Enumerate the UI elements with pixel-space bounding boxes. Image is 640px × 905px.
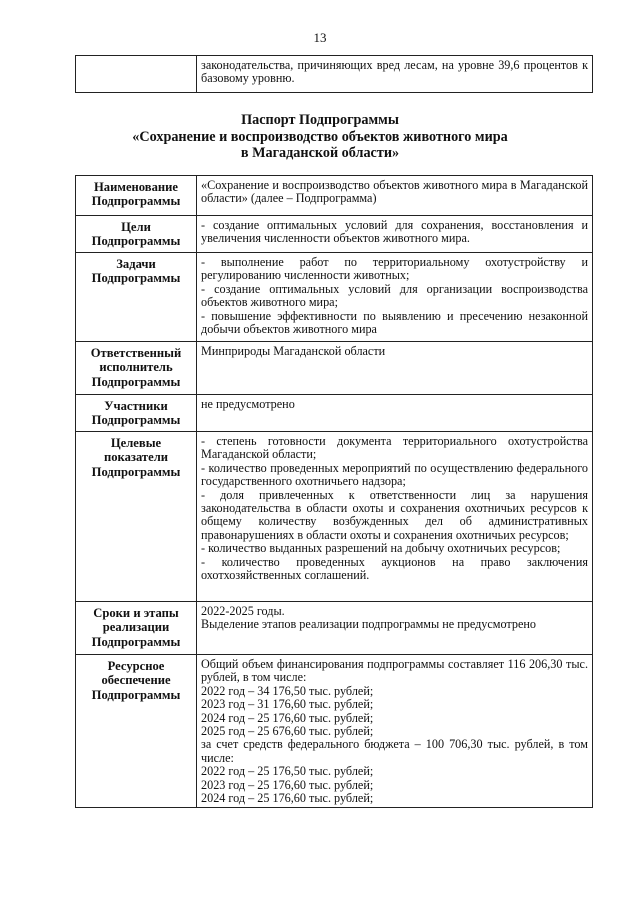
title-line-3: в Магаданской области» [240,145,400,161]
continuation-table [75,55,593,93]
label-name: Наименование Подпрограммы [76,176,197,216]
passport-table [75,175,593,808]
title-line-2: «Сохранение и воспроизводство объектов животного мира [132,128,508,145]
label-goals: Цели Подпрограммы [76,216,197,253]
resource-item: 2025 год – 25 676,60 тыс. рублей; [201,724,374,739]
value-responsible: Минприроды Магаданской области [197,342,593,395]
row-responsible [76,342,593,395]
resource-item: за счет средств федерального бюджета – 100 706,30 тыс. рублей, в том числе: [201,737,588,765]
indicator-item: - количество проведенных аукционов на право заключения охотхозяйственных соглашений. [201,554,588,583]
terms-item: Выделение этапов реализации подпрограммы не предусмотрено [201,617,537,632]
resource-item: 2024 год – 25 176,60 тыс. рублей; [201,791,374,806]
resource-item: 2023 год – 25 176,60 тыс. рублей; [201,777,374,792]
row-resources [76,655,593,808]
label-resources: Ресурсное обеспечение Подпрограммы [76,655,197,808]
resource-item: 2024 год – 25 176,60 тыс. рублей; [201,710,374,725]
terms-item: 2022-2025 годы. [201,604,285,618]
indicator-item: - количество выданных разрешений на добычу охотничьих ресурсов; [201,541,561,556]
continuation-label-cell [76,56,197,93]
value-participants: не предусмотрено [197,395,593,432]
row-goals [76,216,593,253]
row-name [76,176,593,216]
label-terms: Сроки и этапы реализации Подпрограммы [76,602,197,655]
value-indicators [197,432,593,602]
indicator-item: - доля привлеченных к ответственности лиц за нарушения законодательства в области охоты и сохранения охотничьих ресурсов к общему количеству возбужденных дел об административных правонарушениях в области охоты и сохранения охотничьих ресурсов; [201,487,588,542]
task-item: - повышение эффективности по выявлению и пресечению незаконной добычи объектов животного мира [201,308,588,337]
passport-title [0,112,640,162]
row-indicators [76,432,593,602]
resource-item: 2023 год – 31 176,60 тыс. рублей; [201,697,374,712]
continuation-text: законодательства, причиняющих вред лесам, на уровне 39,6 процентов к базовому уровню. [197,56,593,93]
label-participants: Участники Подпрограммы [76,395,197,432]
indicator-item: - степень готовности документа территориального охотустройства Магаданской области; [201,434,588,462]
resource-item: Общий объем финансирования подпрограммы составляет 116 206,30 тыс. рублей, в том числе: [201,657,588,685]
row-terms [76,602,593,655]
label-responsible: Ответственный исполнитель Подпрограммы [76,342,197,395]
resource-item: 2022 год – 34 176,50 тыс. рублей; [201,683,374,698]
resource-item: 2022 год – 25 176,50 тыс. рублей; [201,764,374,779]
value-name: «Сохранение и воспроизводство объектов животного мира в Магаданской области» (далее – Подпрограмма) [197,176,593,216]
row-participants [76,395,593,432]
page-number: 13 [313,30,327,45]
value-goals: - создание оптимальных условий для сохранения, восстановления и увеличения численности объектов животного мира. [197,216,593,253]
value-resources [197,655,593,808]
value-terms [197,602,593,655]
title-line-1: Паспорт Подпрограммы [241,112,399,128]
label-tasks: Задачи Подпрограммы [76,253,197,342]
indicator-item: - количество проведенных мероприятий по осуществлению федерального государственного охотничьего надзора; [201,460,588,489]
task-item: - создание оптимальных условий для организации воспроизводства объектов животного мира; [201,281,588,310]
value-tasks [197,253,593,342]
row-tasks [76,253,593,342]
task-item: - выполнение работ по территориальному охотустройству и регулированию численности животных; [201,255,588,283]
label-indicators: Целевые показатели Подпрограммы [76,432,197,602]
